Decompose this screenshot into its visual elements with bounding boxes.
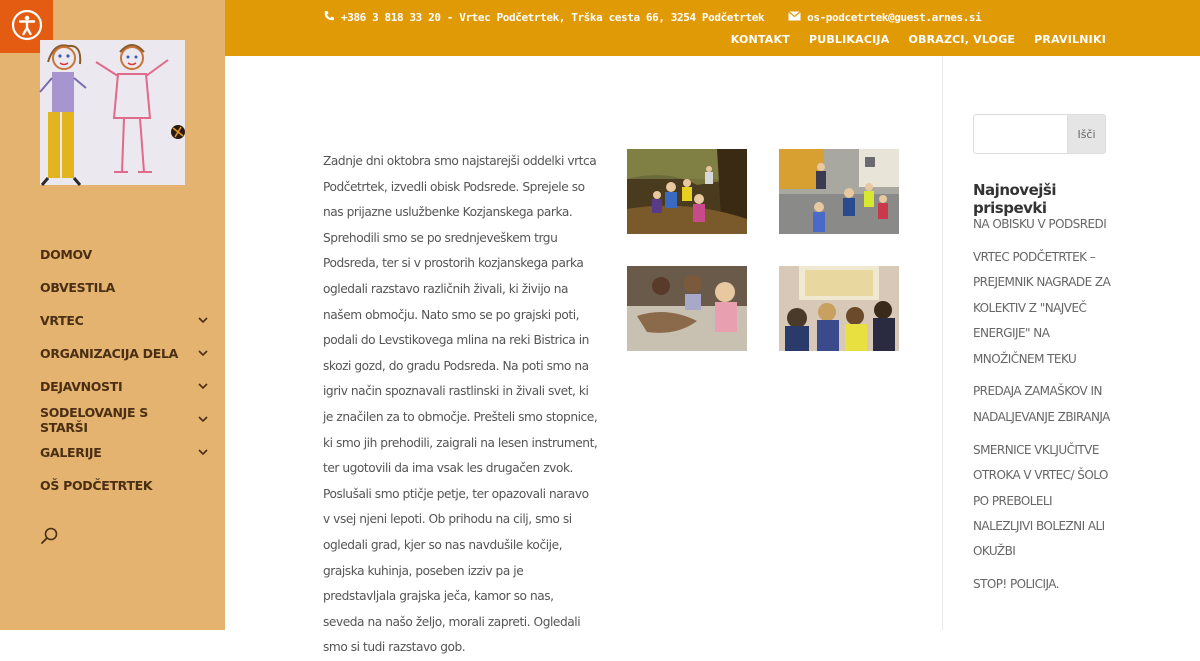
phone-address-text: +386 3 818 33 20 - Vrtec Podčetrtek, Trška cesta 66, 3254 Podčetrtek [341,10,765,24]
recent-post-link[interactable]: VRTEC PODČETRTEK – PREJEMNIK NAGRADE ZA KOLEKTIV Z "NAJVEČ ENERGIJE" NA MNOŽIČNEM TEKU [973,249,1111,366]
sidebar-item-sodelovanje-s-starsi[interactable] [40,403,210,436]
sidebar-item-organizacija-dela[interactable] [40,337,210,370]
accessibility-icon [11,9,43,45]
sidebar-item-label: SODELOVANJE S STARŠI [40,404,148,435]
sidebar-item-galerije[interactable] [40,436,210,469]
chevron-down-icon[interactable] [196,347,210,361]
sidebar-item-label: GALERIJE [40,445,102,460]
left-sidebar [0,0,225,630]
gallery-thumbnail[interactable] [779,266,899,351]
secondary-navigation [731,33,1106,46]
recent-post-link[interactable]: SMERNICE VKLJUČITVE OTROKA V VRTEC/ ŠOLO PO PREBOLELI NALEZLJIVI BOLEZNI ALI OKUŽBI [973,442,1108,559]
search-icon[interactable] [40,526,60,546]
sidebar-item-os-podcetrtek[interactable] [40,469,210,502]
chevron-down-icon[interactable] [196,380,210,394]
nav-link-kontakt[interactable]: KONTAKT [730,33,790,46]
nav-link-publikacija[interactable]: PUBLIKACIJA [808,33,890,46]
sidebar-item-vrtec[interactable] [40,304,210,337]
chevron-down-icon[interactable] [196,446,210,460]
sidebar-item-label: OŠ PODČETRTEK [40,478,153,493]
photo-children-group [779,266,899,351]
gallery-thumbnail[interactable] [779,149,899,234]
nav-link-pravilniki[interactable]: PRAVILNIKI [1034,33,1106,46]
search-button[interactable]: Išči [1067,114,1106,154]
recent-posts-list [973,212,1113,605]
sidebar-item-label: DEJAVNOSTI [40,379,123,394]
gallery-thumbnail[interactable] [627,149,747,234]
chevron-down-icon[interactable] [196,314,210,328]
sidebar-item-label: ORGANIZACIJA DELA [40,346,178,361]
site-logo[interactable] [40,40,185,185]
photo-exhibition-table [627,266,747,351]
recent-post-link[interactable]: NA OBISKU V PODSREDI [973,217,1107,231]
search-input[interactable] [973,114,1067,154]
gallery-thumbnail[interactable] [627,266,747,351]
photo-gallery [627,149,899,351]
recent-posts-title: Najnovejši prispevki [973,181,1056,217]
child-drawing-logo [40,170,185,189]
search-form [973,114,1106,154]
sidebar-item-label: OBVESTILA [40,280,115,295]
top-header [225,0,1200,56]
nav-link-obrazci-vloge[interactable]: OBRAZCI, VLOGE [908,33,1016,46]
email-link[interactable]: os-podcetrtek@guest.arnes.si [807,10,982,24]
sidebar-item-label: VRTEC [40,313,84,328]
phone-icon [323,10,335,25]
photo-forest-walk [627,149,747,234]
article-body: Zadnje dni oktobra smo najstarejši oddelki vrtca Podčetrtek, izvedli obisk Podsrede. Sprejele so nas prijazne uslužbenke Kozjanskega parka. Sprehodili smo se po srednjeveškem trgu Podsreda, ter si v prostorih kozjanskega parka ogledali razstavo različnih živali, ki živijo na našem območju. Nato smo se po grajski poti, podali do Levstikovega mlina na reki Bistrica in skozi gozd, do gradu Podsreda. Na poti smo na igriv način spoznavali rastlinski in živali svet, ki je značilen za to območje. Prešteli smo stopnice, ki smo jih prehodili, zaigrali na lesen instrument, ter ugotovili da ima vsak les drugačen zvok. Poslušali smo ptičje petje, ter opazovali naravo v vsej njeni lepoti. Ob prihodu na cilj, smo si ogledali grad, kjer so nas navdušile kočije, grajska kuhinja, poseben izziv pa je predstavljala grajska ječa, kamor so nas, seveda na našo željo, morali zapreti. Ogledali smo si tudi razstavo gob. [323,154,598,655]
sidebar-item-dejavnosti[interactable] [40,370,210,403]
recent-post-link[interactable]: STOP! POLICIJA. [973,577,1059,592]
chevron-down-icon[interactable] [196,413,210,427]
recent-post-link[interactable]: PREDAJA ZAMAŠKOV IN NADALJEVANJE ZBIRANJA [973,384,1110,424]
main-navigation [40,238,210,502]
contact-info [323,9,981,25]
photo-village-street [779,149,899,234]
sidebar-item-domov[interactable] [40,238,210,271]
email-icon [788,11,801,24]
content-divider [942,56,943,630]
sidebar-item-label: DOMOV [40,247,92,262]
sidebar-item-obvestila[interactable] [40,271,210,304]
